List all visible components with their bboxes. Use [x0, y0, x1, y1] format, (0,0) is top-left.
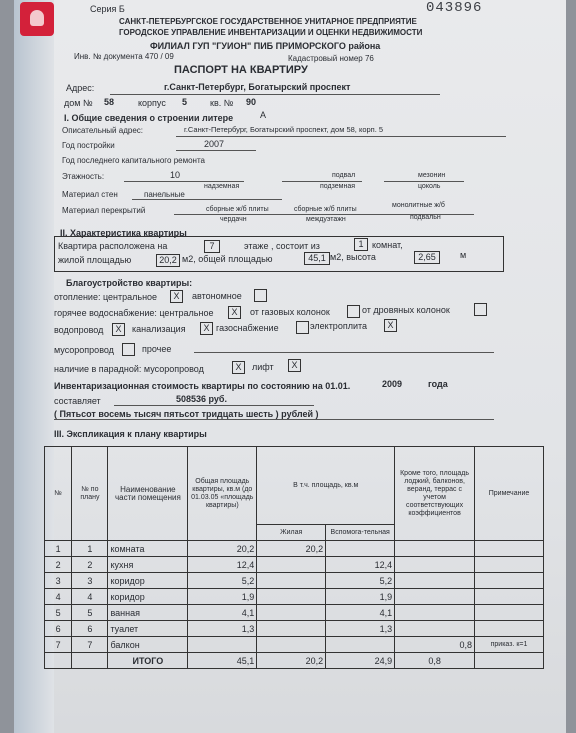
repair-year-label: Год последнего капитального ремонта [62, 156, 205, 165]
branch-name: ФИЛИАЛ ГУП "ГУИОН" ПИБ ПРИМОРСКОГО района [150, 41, 381, 51]
cell-total: 1,9 [188, 589, 257, 605]
gas-checkbox [296, 321, 309, 334]
cell-aux: 4,1 [326, 605, 395, 621]
cap-mezzanine: мезонин [418, 172, 446, 179]
floor-box: 7 [204, 240, 220, 253]
cell-note [475, 557, 544, 573]
col-header-note: Примечание [475, 447, 544, 541]
total-row [45, 653, 544, 669]
col-header-aux: Вспомога-тельная [326, 525, 395, 541]
gas-heaters-checkbox [347, 305, 360, 318]
cell-aux: 1,3 [326, 621, 395, 637]
cap-above: надземная [204, 183, 240, 190]
desc-address-value: г.Санкт-Петербург, Богатырский проспект, дом 58, корп. 5 [184, 125, 384, 134]
total-cell-empty [45, 653, 72, 669]
total-area-box: 45,1 [304, 252, 330, 265]
cap-ceiling: чердачн [220, 216, 247, 223]
col-header-total: Общая площадь квартиры, кв.м (до 01.03.05 «площадь квартиры) [188, 447, 257, 541]
electric-stove-label: электроплита [310, 321, 368, 331]
table-row [45, 557, 544, 573]
slab-inter: сборные ж/б плиты [294, 206, 357, 213]
col-header-name: Наименование части помещения [108, 447, 188, 541]
cell-n: 3 [45, 573, 72, 589]
table-row [45, 541, 544, 557]
litera-value: А [260, 110, 267, 120]
table-row [45, 637, 544, 653]
cell-living [257, 637, 326, 653]
cell-total: 5,2 [188, 573, 257, 589]
cell-note [475, 621, 544, 637]
year-built-label: Год постройки [62, 141, 115, 150]
cell-extra [395, 557, 475, 573]
lift-label: лифт [252, 362, 274, 372]
cell-name: кухня [108, 557, 188, 573]
cell-n: 6 [45, 621, 72, 637]
org-line-1: САНКТ-ПЕТЕРБУРГСКОЕ ГОСУДАРСТВЕННОЕ УНИТАРНОЕ ПРЕДПРИЯТИЕ [119, 17, 417, 26]
cell-total: 20,2 [188, 541, 257, 557]
total-area-label: м2, общей площадью [182, 254, 273, 264]
height-unit: м [460, 250, 467, 260]
walls-value: панельные [144, 190, 185, 199]
amount-label: составляет [54, 396, 101, 406]
cell-note: приказ. к=1 [475, 637, 544, 653]
page-title: ПАСПОРТ НА КВАРТИРУ [174, 64, 308, 76]
cell-name: коридор [108, 589, 188, 605]
cell-aux [326, 637, 395, 653]
rooms-box: 1 [354, 238, 368, 251]
valuation-year: 2009 [382, 379, 403, 389]
amenities-title: Благоустройство квартиры: [66, 278, 193, 288]
coat-of-arms-icon [20, 2, 54, 36]
water-checkbox: X [112, 323, 125, 336]
cell-plan: 2 [72, 557, 108, 573]
cell-living [257, 589, 326, 605]
living-area-box: 20,2 [156, 254, 180, 267]
section3-title: III. Экспликация к плану квартиры [54, 429, 207, 439]
slab-label: Материал перекрытий [62, 206, 146, 215]
cell-extra: 0,8 [395, 637, 475, 653]
apartment-value: 90 [246, 97, 257, 107]
cell-name: комната [108, 541, 188, 557]
passport-page [14, 0, 566, 733]
staircase-chute-checkbox: X [232, 361, 245, 374]
amount-value: 508536 руб. [176, 394, 227, 404]
cell-extra [395, 573, 475, 589]
slab-attic: сборные ж/б плиты [206, 206, 269, 213]
staircase-chute-label: наличие в парадной: мусоропровод [54, 364, 204, 374]
cell-total: 12,4 [188, 557, 257, 573]
cell-living [257, 621, 326, 637]
cell-name: коридор [108, 573, 188, 589]
chute-label: мусоропровод [54, 345, 114, 355]
heating-label: отопление: центральное [54, 292, 158, 302]
cell-aux: 1,9 [326, 589, 395, 605]
cell-n: 7 [45, 637, 72, 653]
cell-n: 2 [45, 557, 72, 573]
cap-interfloor: междуэтажн [306, 216, 346, 223]
cell-note [475, 541, 544, 557]
cadastral-number: Кадастровый номер 76 [288, 54, 374, 63]
form-number: 043896 [426, 0, 483, 16]
amount-words: ( Пятьсот восемь тысяч пятьсот тридцать шесть ) рублей ) [54, 409, 319, 419]
wood-heaters-label: от дровяных колонок [362, 305, 450, 315]
desc-address-label: Описательный адрес: [62, 126, 143, 135]
org-line-2: ГОРОДСКОЕ УПРАВЛЕНИЕ ИНВЕНТАРИЗАЦИИ И ОЦЕНКИ НЕДВИЖИМОСТИ [119, 28, 423, 37]
water-label: водопровод [54, 325, 104, 335]
total-cell-aux: 24,9 [326, 653, 395, 669]
cell-aux: 12,4 [326, 557, 395, 573]
doc-number: Инв. № документа 470 / 09 [74, 52, 174, 61]
table-row [45, 605, 544, 621]
cell-living: 20,2 [257, 541, 326, 557]
cell-plan: 1 [72, 541, 108, 557]
total-cell-empty [475, 653, 544, 669]
cell-total: 1,3 [188, 621, 257, 637]
cell-total [188, 637, 257, 653]
lift-checkbox: X [288, 359, 301, 372]
cell-extra [395, 589, 475, 605]
cell-plan: 6 [72, 621, 108, 637]
cell-name: туалет [108, 621, 188, 637]
gas-label: газоснабжение [216, 323, 279, 333]
cell-n: 1 [45, 541, 72, 557]
sewer-checkbox: X [200, 322, 213, 335]
total-cell-living: 20,2 [257, 653, 326, 669]
hotwater-label: горячее водоснабжение: центральное [54, 308, 214, 318]
table-row [45, 589, 544, 605]
col-header-incl: В т.ч. площадь, кв.м [257, 447, 395, 525]
col-header-plan: № по плану [72, 447, 108, 541]
cap-basement-slab: подвальн [410, 214, 441, 221]
total-cell-extra: 0,8 [395, 653, 475, 669]
walls-label: Материал стен [62, 190, 118, 199]
cell-note [475, 573, 544, 589]
cell-plan: 4 [72, 589, 108, 605]
col-header-n: № [45, 447, 72, 541]
valuation-year-word: года [428, 379, 448, 389]
address-value: г.Санкт-Петербург, Богатырский проспект [164, 82, 351, 92]
cell-note [475, 605, 544, 621]
chute-checkbox [122, 343, 135, 356]
cell-plan: 3 [72, 573, 108, 589]
sewer-label: канализация [132, 324, 186, 334]
cell-aux: 5,2 [326, 573, 395, 589]
wood-heaters-checkbox [474, 303, 487, 316]
col-header-extra: Кроме того, площадь лоджий, балконов, веранд, террас с учетом соответствующих коэффициентов [395, 447, 475, 541]
cell-name: балкон [108, 637, 188, 653]
other-label: прочее [142, 344, 172, 354]
cap-plinth: цоколь [418, 183, 441, 190]
cell-total: 4,1 [188, 605, 257, 621]
cell-n: 5 [45, 605, 72, 621]
apartment-label: кв. № [210, 98, 234, 108]
cell-plan: 5 [72, 605, 108, 621]
total-cell-empty [72, 653, 108, 669]
section2-title: II. Характеристика квартиры [60, 228, 187, 238]
cell-name: ванная [108, 605, 188, 621]
height-box: 2,65 [414, 251, 440, 264]
house-value: 58 [104, 97, 115, 107]
height-label: м2, высота [330, 252, 376, 262]
living-area-label: жилой площадью [58, 255, 132, 265]
hotwater-central-checkbox: X [228, 306, 241, 319]
floors-value: 10 [170, 170, 181, 180]
heating-auto-checkbox [254, 289, 267, 302]
floor-sentence-b: этаже , состоит из [244, 241, 320, 251]
cap-under: подземная [320, 183, 355, 190]
table-row [45, 621, 544, 637]
autonomous-label: автономное [192, 291, 242, 301]
house-label: дом № [64, 98, 93, 108]
heating-central-checkbox: X [170, 290, 183, 303]
cell-note [475, 589, 544, 605]
cell-aux [326, 541, 395, 557]
explication-body [45, 541, 544, 669]
cap-basement: подвал [332, 172, 356, 179]
slab-base: монолитные ж/б [392, 202, 445, 209]
cell-n: 4 [45, 589, 72, 605]
table-row [45, 573, 544, 589]
total-cell-total: 45,1 [188, 653, 257, 669]
korpus-value: 5 [182, 97, 188, 107]
cell-extra [395, 605, 475, 621]
cell-extra [395, 541, 475, 557]
valuation-line: Инвентаризационная стоимость квартиры по состоянию на 01.01. [54, 381, 351, 391]
cell-living [257, 605, 326, 621]
gas-heaters-label: от газовых колонок [250, 307, 330, 317]
cell-extra [395, 621, 475, 637]
explication-table [44, 446, 544, 669]
korpus-label: корпус [138, 98, 166, 108]
rooms-word: комнат, [372, 240, 403, 250]
cell-living [257, 557, 326, 573]
cell-living [257, 573, 326, 589]
floors-label: Этажность: [62, 172, 105, 181]
floor-sentence-a: Квартира расположена на [58, 241, 168, 251]
series-label: Серия Б [90, 4, 125, 14]
cell-plan: 7 [72, 637, 108, 653]
address-label: Адрес: [66, 83, 95, 93]
section1-title: I. Общие сведения о строении литере [64, 113, 234, 123]
col-header-living: Жилая [257, 525, 326, 541]
year-built-value: 2007 [204, 139, 225, 149]
total-cell-label: ИТОГО [108, 653, 188, 669]
electric-stove-checkbox: X [384, 319, 397, 332]
